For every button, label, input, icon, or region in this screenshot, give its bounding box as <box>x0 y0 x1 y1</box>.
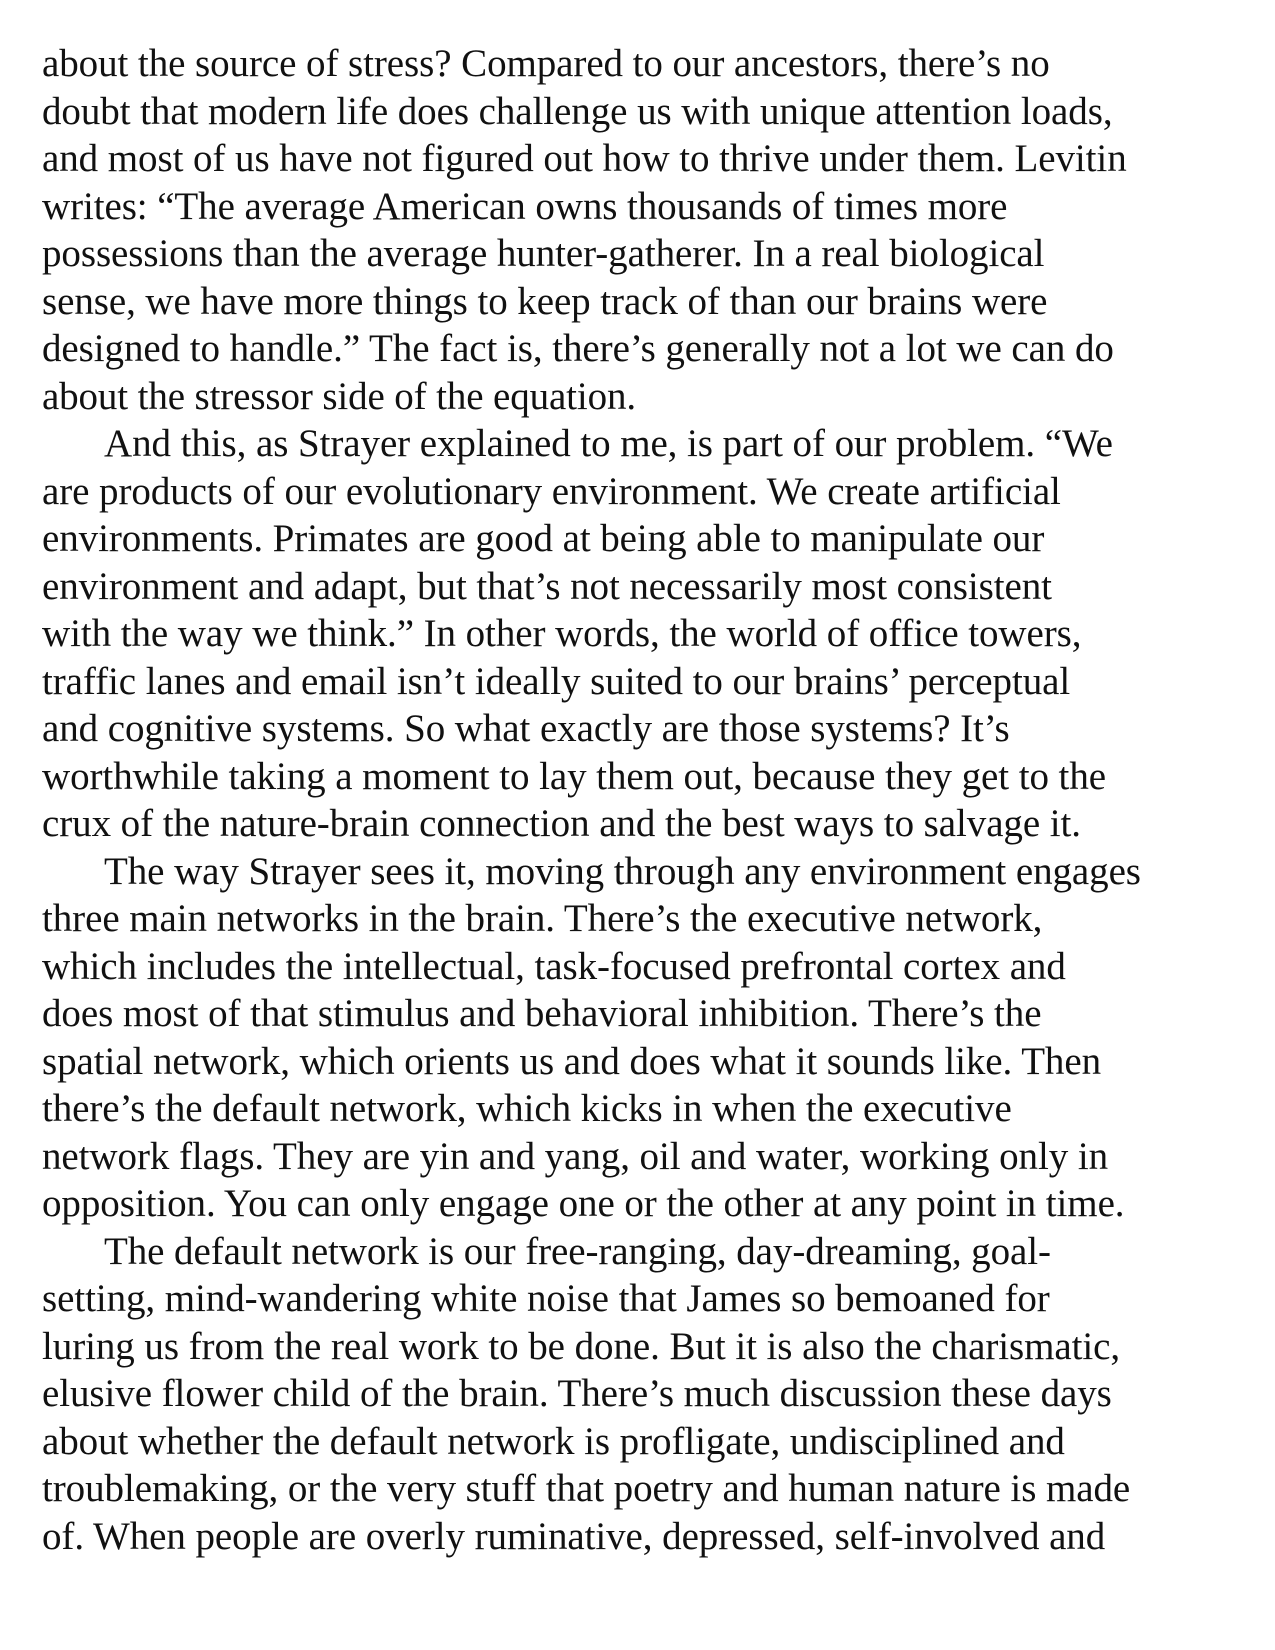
text-line: with the way we think.” In other words, the world of office towers, <box>42 612 1082 655</box>
paragraph-first-line: The default network is our free-ranging, day-dreaming, goal- <box>104 1229 1051 1273</box>
text-line: crux of the nature-brain connection and the best ways to salvage it. <box>42 802 1081 845</box>
text-line: possessions than the average hunter-gatherer. In a real biological <box>42 232 1045 275</box>
text-line: worthwhile taking a moment to lay them out, because they get to the <box>42 754 1106 798</box>
text-line: troublemaking, or the very stuff that poetry and human nature is made <box>42 1467 1131 1510</box>
text-line: about the stressor side of the equation. <box>42 374 636 418</box>
text-line: there’s the default network, which kicks in when the executive <box>42 1087 1012 1130</box>
text-line: and most of us have not figured out how to thrive under them. Levitin <box>42 137 1127 180</box>
text-line: writes: “The average American owns thousands of times more <box>42 184 1008 228</box>
text-line: spatial network, which orients us and does what it sounds like. Then <box>42 1039 1102 1083</box>
text-line: elusive flower child of the brain. There’s much discussion these days <box>42 1372 1112 1415</box>
text-line: and cognitive systems. So what exactly are those systems? It’s <box>42 707 1010 750</box>
text-line: traffic lanes and email isn’t ideally suited to our brains’ perceptual <box>42 659 1071 703</box>
paragraph-first-line: And this, as Strayer explained to me, is part of our problem. “We <box>104 422 1113 465</box>
text-line: are products of our evolutionary environment. We create artificial <box>42 469 1061 513</box>
text-line: environments. Primates are good at being able to manipulate our <box>42 517 1045 560</box>
text-line: sense, we have more things to keep track of than our brains were <box>42 279 1048 323</box>
text-line: of. When people are overly ruminative, depressed, self-involved and <box>42 1514 1106 1558</box>
text-line: environment and adapt, but that’s not necessarily most consistent <box>42 564 1052 608</box>
text-line: opposition. You can only engage one or the other at any point in time. <box>42 1182 1125 1225</box>
text-line: three main networks in the brain. There’s the executive network, <box>42 897 1043 940</box>
text-line: which includes the intellectual, task-focused prefrontal cortex and <box>42 944 1066 988</box>
text-line: about the source of stress? Compared to our ancestors, there’s no <box>42 42 1050 85</box>
body-text <box>42 40 1242 1560</box>
text-line: doubt that modern life does challenge us with unique attention loads, <box>42 89 1113 133</box>
text-line: designed to handle.” The fact is, there’s generally not a lot we can do <box>42 327 1114 370</box>
text-line: does most of that stimulus and behavioral inhibition. There’s the <box>42 992 1042 1035</box>
text-line: about whether the default network is profligate, undisciplined and <box>42 1419 1065 1463</box>
text-line: network flags. They are yin and yang, oil and water, working only in <box>42 1134 1109 1178</box>
paragraph-first-line: The way Strayer sees it, moving through any environment engages <box>104 849 1141 893</box>
text-line: luring us from the real work to be done. But it is also the charismatic, <box>42 1324 1121 1368</box>
text-line: setting, mind-wandering white noise that James so bemoaned for <box>42 1277 1050 1320</box>
